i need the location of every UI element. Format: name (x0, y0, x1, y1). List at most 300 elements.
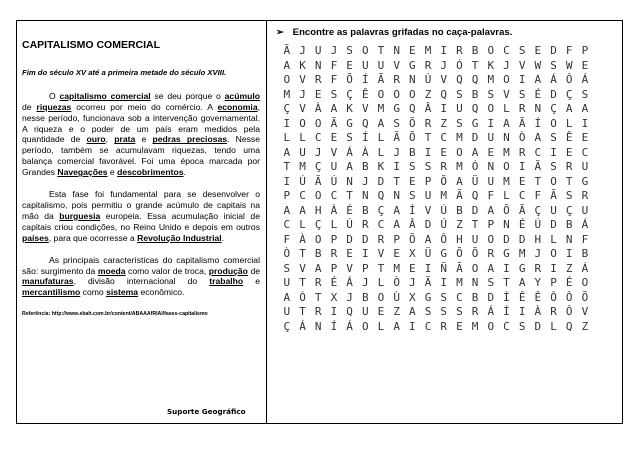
grid-letter: Q (346, 305, 353, 318)
grid-letter: M (456, 160, 463, 173)
grid-letter: Ù (393, 290, 400, 304)
word-search-grid (279, 44, 618, 334)
grid-letter: E (409, 44, 416, 57)
grid-letter: M (456, 131, 463, 144)
grid-letter: Õ (409, 116, 416, 130)
grid-letter: À (314, 102, 322, 115)
grid-letter: Í (503, 305, 510, 318)
grid-letter: B (409, 145, 416, 159)
grid-letter: J (314, 145, 322, 159)
grid-letter: G (346, 116, 353, 130)
grid-letter: Ú (440, 218, 448, 231)
grid-letter: R (440, 160, 448, 173)
grid-letter: T (377, 261, 385, 275)
grid-letter: C (330, 189, 338, 202)
grid-letter: C (377, 218, 385, 231)
grid-letter: B (471, 87, 479, 101)
grid-letter: U (299, 145, 306, 159)
grid-letter: É (518, 218, 526, 231)
text-run: , (105, 134, 115, 145)
grid-letter: Ñ (440, 261, 448, 275)
grid-letter: B (361, 290, 369, 304)
grid-letter: I (440, 102, 448, 115)
keyword: manufaturas (22, 276, 74, 287)
grid-letter: Ê (518, 290, 526, 304)
grid-letter: Ç (283, 102, 291, 115)
grid-letter: C (283, 218, 291, 231)
grid-letter: Q (471, 189, 479, 202)
grid-letter: Ã (314, 174, 322, 188)
grid-letter: A (487, 203, 495, 217)
grid-letter: A (393, 203, 400, 217)
text-run: se deu porque o (150, 90, 225, 101)
grid-letter: O (471, 261, 479, 275)
grid-letter: O (550, 174, 557, 188)
grid-letter: D (550, 87, 557, 101)
grid-letter: Ú (330, 174, 338, 188)
grid-letter: F (330, 58, 338, 72)
grid-letter: A (314, 261, 322, 275)
grid-letter: R (518, 145, 526, 159)
grid-letter: J (361, 174, 369, 188)
grid-letter: Ú (346, 218, 353, 231)
grid-letter: V (377, 247, 385, 260)
grid-letter: D (471, 131, 479, 144)
text-run: ocorreu por meio do comércio. A (71, 101, 218, 112)
grid-letter: A (346, 160, 353, 173)
grid-letter: Á (550, 73, 557, 86)
grid-letter: Ó (456, 58, 463, 72)
grid-letter: H (314, 203, 322, 217)
grid-letter: E (456, 319, 463, 333)
grid-letter: S (550, 58, 557, 72)
grid-letter: Ü (471, 174, 479, 188)
grid-letter: I (330, 305, 338, 318)
grid-letter: R (456, 44, 463, 57)
grid-letter: O (409, 87, 416, 101)
grid-letter: Ã (393, 131, 400, 144)
grid-letter: S (440, 290, 448, 304)
grid-letter: Ç (314, 160, 322, 173)
grid-letter: L (503, 189, 510, 202)
grid-letter: D (361, 232, 369, 246)
grid-letter: X (409, 290, 416, 304)
text-run: Esta fase foi fundamental para se desenvolver o capitalismo, pois permitiu o grande acúmulo de capitais na mão da (22, 189, 260, 221)
grid-letter: E (409, 261, 416, 275)
grid-letter: Z (440, 116, 448, 130)
grid-letter: L (299, 131, 306, 144)
paragraph (22, 91, 260, 178)
grid-letter: Â (409, 218, 416, 231)
grid-letter: Ã (456, 261, 463, 275)
grid-letter: U (377, 58, 385, 72)
grid-letter: F (565, 44, 573, 57)
grid-letter: A (409, 305, 416, 318)
grid-letter: U (361, 305, 369, 318)
grid-letter: L (550, 319, 557, 333)
grid-letter: M (299, 160, 306, 173)
grid-letter: G (471, 116, 479, 130)
grid-letter: S (409, 160, 416, 173)
grid-letter: C (424, 319, 432, 333)
grid-letter: M (518, 247, 526, 260)
grid-letter: S (330, 87, 338, 101)
grid-letter: E (440, 145, 448, 159)
grid-letter: B (581, 247, 589, 260)
grid-letter: T (424, 131, 432, 144)
grid-letter: U (283, 276, 291, 289)
grid-letter: M (503, 145, 510, 159)
grid-letter: O (487, 44, 495, 57)
grid-letter: I (565, 247, 573, 260)
instruction (276, 27, 618, 38)
grid-letter: Õ (440, 174, 448, 188)
text-run: , nesse período, funcionava sob a intervenção governamental. A riqueza e o poder de um país eram medidos pela quantidade de (22, 101, 260, 145)
keyword: países (22, 232, 49, 243)
grid-letter: G (581, 174, 589, 188)
grid-letter: J (299, 87, 306, 101)
grid-letter: C (518, 189, 526, 202)
grid-letter: Ç (534, 203, 542, 217)
grid-letter: A (299, 203, 306, 217)
grid-letter: J (409, 276, 416, 289)
grid-letter: O (314, 116, 322, 130)
text-run: . (183, 167, 186, 178)
grid-letter: I (424, 261, 432, 275)
grid-letter: T (471, 218, 479, 231)
grid-letter: T (393, 174, 400, 188)
grid-letter: Ç (314, 218, 322, 231)
grid-letter: Ç (346, 87, 353, 101)
grid-letter: K (299, 58, 306, 72)
grid-letter: Ô (565, 305, 573, 318)
grid-letter: Q (565, 319, 573, 333)
grid-letter: I (550, 261, 557, 275)
grid-letter: Ú (440, 203, 448, 217)
grid-letter: R (393, 73, 400, 86)
grid-letter: B (456, 203, 463, 217)
grid-letter: V (424, 203, 432, 217)
keyword: Navegações (57, 167, 108, 178)
keyword: descobrimentos (117, 167, 184, 178)
grid-letter: Q (377, 189, 385, 202)
grid-letter: M (471, 319, 479, 333)
grid-letter: Q (440, 87, 448, 101)
grid-letter: R (565, 160, 573, 173)
grid-letter: Q (471, 73, 479, 86)
grid-letter: Ê (361, 87, 369, 101)
grid-letter: A (283, 203, 291, 217)
grid-letter: G (409, 58, 416, 72)
grid-letter: Õ (346, 73, 353, 86)
grid-letter: É (330, 276, 338, 289)
grid-letter: É (346, 203, 353, 217)
grid-letter: I (440, 276, 448, 289)
grid-letter: G (518, 261, 526, 275)
grid-letter: O (503, 73, 510, 86)
grid-letter: F (330, 73, 338, 86)
grid-letter: B (314, 247, 322, 260)
grid-letter: N (346, 174, 353, 188)
grid-letter: N (565, 232, 573, 246)
grid-letter: Í (503, 290, 510, 304)
grid-letter: O (314, 189, 322, 202)
grid-letter: Ã (550, 189, 557, 202)
grid-letter: K (346, 102, 353, 115)
grid-letter: L (550, 232, 557, 246)
grid-letter: W (534, 58, 542, 72)
grid-letter: C (299, 189, 306, 202)
grid-letter: À (534, 305, 542, 318)
grid-letter: S (440, 305, 448, 318)
grid-letter: L (299, 218, 306, 231)
grid-letter: R (440, 319, 448, 333)
grid-letter: V (361, 102, 369, 115)
grid-letter: O (456, 145, 463, 159)
text-run: e (135, 134, 153, 145)
keyword: mercantilismo (22, 287, 81, 298)
grid-letter: S (518, 44, 526, 57)
keyword: sistema (106, 287, 139, 298)
grid-letter: U (487, 174, 495, 188)
grid-letter: U (424, 189, 432, 202)
grid-letter: V (299, 102, 306, 115)
grid-letter: M (487, 73, 495, 86)
grid-letter: S (393, 116, 400, 130)
grid-letter: Z (456, 218, 463, 231)
grid-letter: Ã (283, 44, 291, 57)
grid-letter: S (409, 189, 416, 202)
grid-letter: E (581, 131, 589, 144)
text-run: , para que ocorresse a (48, 232, 138, 243)
grid-letter: M (283, 87, 291, 101)
grid-letter: N (471, 276, 479, 289)
grid-letter: V (393, 58, 400, 72)
grid-letter: T (299, 247, 306, 260)
text-run: como (80, 287, 107, 298)
grid-letter: N (409, 73, 416, 86)
grid-letter: V (299, 261, 306, 275)
grid-letter: S (550, 160, 557, 173)
grid-letter: E (377, 305, 385, 318)
grid-letter: T (299, 276, 306, 289)
grid-letter: V (581, 305, 589, 318)
grid-letter: U (283, 305, 291, 318)
grid-letter: D (471, 203, 479, 217)
grid-letter: Ã (534, 160, 542, 173)
article-body (22, 91, 260, 298)
grid-letter: Í (361, 131, 369, 144)
grid-letter: Â (424, 102, 432, 115)
grid-letter: A (581, 102, 589, 115)
grid-letter: R (581, 189, 589, 202)
grid-letter: C (503, 319, 510, 333)
grid-letter: S (424, 305, 432, 318)
grid-letter: T (503, 276, 510, 289)
grid-letter: Q (471, 102, 479, 115)
text-column (22, 40, 260, 320)
grid-letter: S (487, 87, 495, 101)
grid-letter: X (330, 290, 338, 304)
grid-letter: Ê (565, 131, 573, 144)
grid-letter: E (534, 44, 542, 57)
grid-letter: Ô (565, 290, 573, 304)
grid-letter: L (377, 276, 385, 289)
grid-letter: A (534, 73, 542, 86)
grid-letter: N (503, 218, 510, 231)
footer-credit: Suporte Geográfico (167, 407, 246, 416)
grid-letter: M (393, 261, 400, 275)
grid-letter: Õ (409, 131, 416, 144)
grid-letter: K (487, 58, 495, 72)
grid-letter: M (440, 189, 448, 202)
text-run: econômico. (138, 287, 185, 298)
grid-letter: A (471, 145, 479, 159)
grid-letter: N (393, 44, 400, 57)
keyword: riquezas (36, 101, 72, 112)
grid-letter: A (283, 145, 291, 159)
instruction-text: Encontre as palavras grifadas no caça-palavras. (292, 27, 513, 38)
grid-letter: Ã (330, 116, 338, 130)
grid-letter: S (581, 87, 589, 101)
grid-letter: A (393, 218, 400, 231)
grid-letter: Á (346, 145, 353, 159)
grid-letter: S (346, 131, 353, 144)
grid-letter: S (518, 319, 526, 333)
grid-letter: Ê (534, 290, 542, 304)
keyword: produção (208, 265, 248, 276)
text-run: europeia. Essa acumulação inicial de capitais criou condições, no Reino Unido e depois em outros (22, 210, 260, 232)
grid-letter: V (299, 73, 306, 86)
grid-letter: À (361, 145, 369, 159)
grid-letter: P (424, 174, 432, 188)
grid-letter: Ã (518, 203, 526, 217)
grid-letter: M (424, 44, 432, 57)
grid-letter: Ô (565, 73, 573, 86)
grid-letter: D (518, 232, 526, 246)
grid-letter: T (377, 44, 385, 57)
grid-letter: Q (409, 102, 416, 115)
grid-letter: C (503, 44, 510, 57)
keyword: pedras preciosas (152, 134, 228, 145)
keyword: capitalismo comercial (59, 90, 151, 101)
grid-letter: S (518, 87, 526, 101)
grid-letter: J (346, 290, 353, 304)
grid-letter: Á (581, 73, 589, 86)
grid-letter: L (330, 218, 338, 231)
grid-letter: I (518, 73, 526, 86)
grid-letter: J (299, 44, 306, 57)
grid-letter: A (565, 102, 573, 115)
grid-letter: Ô (550, 290, 557, 304)
grid-letter: N (503, 131, 510, 144)
grid-letter: Ú (299, 174, 306, 188)
grid-letter: Í (330, 319, 338, 333)
grid-letter: U (330, 160, 338, 173)
grid-letter: D (377, 174, 385, 188)
grid-letter: E (314, 87, 322, 101)
grid-letter: Z (424, 87, 432, 101)
grid-letter: A (503, 116, 510, 130)
grid-letter: V (440, 73, 448, 86)
grid-letter: Ô (440, 232, 448, 246)
keyword: trabalho (209, 276, 244, 287)
grid-letter: N (314, 319, 322, 333)
grid-letter: C (581, 145, 589, 159)
grid-letter: É (565, 276, 573, 289)
grid-letter: P (581, 44, 589, 57)
grid-letter: É (534, 87, 542, 101)
grid-letter: N (314, 58, 322, 72)
grid-letter: O (361, 319, 369, 333)
grid-letter: Ò (518, 131, 526, 144)
grid-letter: R (330, 247, 338, 260)
grid-letter: Ò (393, 276, 400, 289)
grid-letter: F (581, 232, 589, 246)
grid-letter: E (330, 131, 338, 144)
grid-letter: V (346, 261, 353, 275)
grid-letter: Á (299, 319, 306, 333)
grid-letter: D (503, 232, 510, 246)
grid-letter: M (456, 276, 463, 289)
text-run: e (243, 276, 260, 287)
grid-letter: S (487, 276, 495, 289)
grid-letter: B (361, 203, 369, 217)
grid-letter: N (534, 102, 542, 115)
grid-letter: Ç (283, 319, 291, 333)
grid-letter: À (330, 203, 338, 217)
keyword: Revolução Industrial (137, 232, 222, 243)
grid-letter: E (565, 145, 573, 159)
grid-letter: S (456, 305, 463, 318)
paragraph (22, 255, 260, 299)
grid-letter: R (534, 261, 542, 275)
grid-letter: À (299, 232, 306, 246)
grid-letter: Ò (283, 247, 291, 260)
grid-letter: F (534, 189, 542, 202)
grid-letter: O (581, 276, 589, 289)
column-divider (266, 21, 267, 423)
keyword: moeda (97, 265, 126, 276)
grid-letter: G (440, 247, 448, 260)
grid-letter: T (283, 160, 291, 173)
grid-letter: Z (393, 305, 400, 318)
text-run: O (49, 90, 60, 101)
grid-letter: N (487, 160, 495, 173)
grid-letter: I (550, 145, 557, 159)
grid-letter: C (456, 290, 463, 304)
text-run: , divisão internacional do (73, 276, 210, 287)
grid-letter: P (283, 189, 291, 202)
grid-letter: L (503, 102, 510, 115)
grid-letter: J (503, 58, 510, 72)
grid-letter: A (424, 232, 432, 246)
grid-letter: B (471, 290, 479, 304)
grid-letter: J (393, 145, 400, 159)
keyword: economia (217, 101, 258, 112)
keyword: ouro (86, 134, 106, 145)
grid-letter: Q (361, 116, 369, 130)
grid-letter: T (299, 305, 306, 318)
grid-letter: Ç (377, 203, 385, 217)
grid-letter: S (565, 189, 573, 202)
grid-letter: O (487, 232, 495, 246)
grid-letter: I (283, 116, 291, 130)
text-run: As principais características do capitalismo comercial são: surgimento da (22, 254, 260, 276)
grid-letter: A (283, 58, 291, 72)
grid-letter: I (518, 305, 526, 318)
keyword: prata (114, 134, 136, 145)
